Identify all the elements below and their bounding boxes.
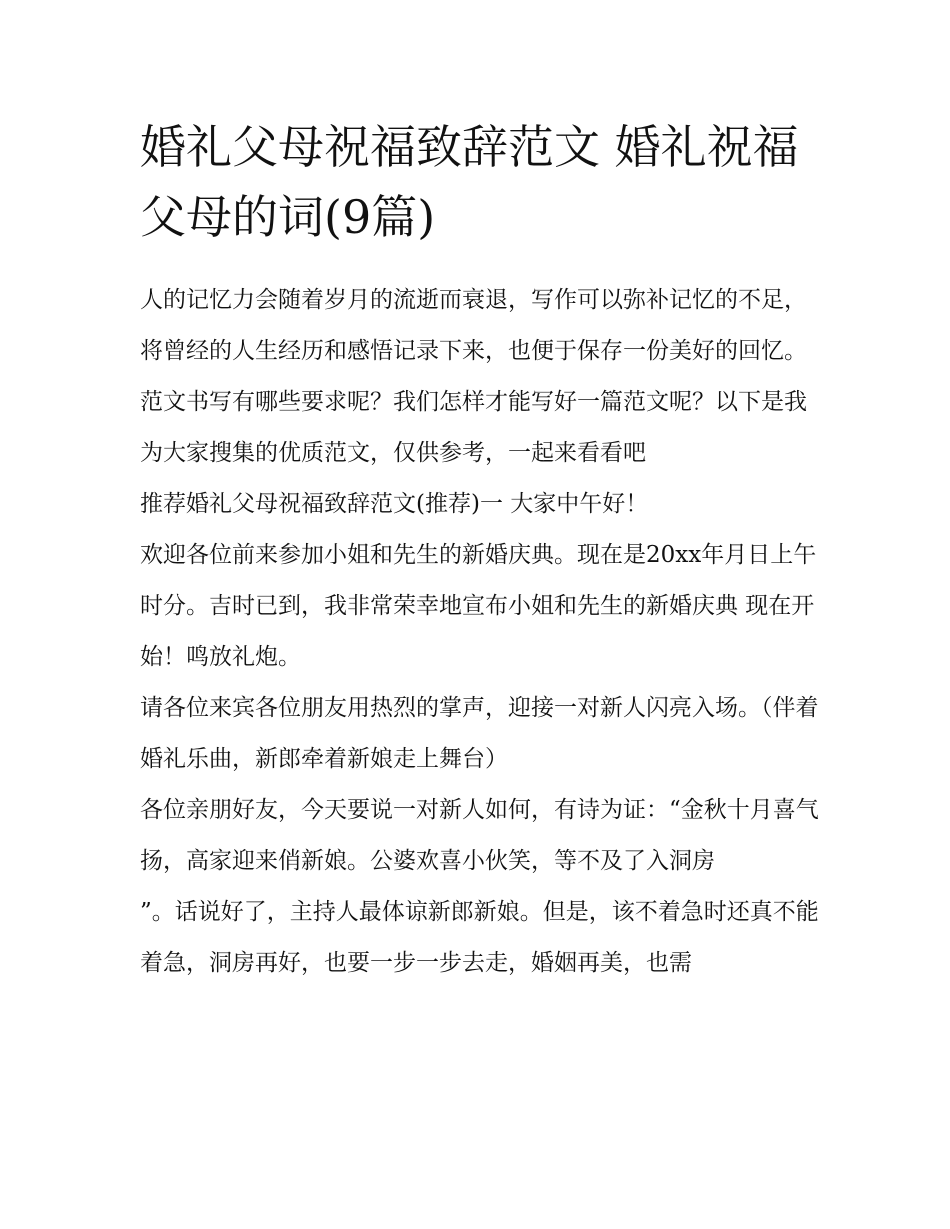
document-body [140,275,820,989]
paragraph-intro: 人的记忆力会随着岁月的流逝而衰退，写作可以弥补记忆的不足，将曾经的人生经历和感悟记录下来，也便于保存一份美好的回忆。范文书写有哪些要求呢？我们怎样才能写好一篇范文呢？以下是我为大家搜集的优质范文，仅供参考，一起来看看吧 [140,287,807,466]
paragraph-entrance: 请各位来宾各位朋友用热烈的掌声，迎接一对新人闪亮入场。（伴着婚礼乐曲，新郎牵着新娘走上舞台） [140,695,819,772]
paragraph-heading-1: 推荐婚礼父母祝福致辞范文(推荐)一 大家中午好！ [140,491,649,517]
paragraph-continuation: ”。话说好了，主持人最体谅新郎新娘。但是，该不着急时还真不能着急，洞房再好，也要一步一步去走，婚姻再美，也需 [140,899,819,976]
paragraph-poem: 各位亲朋好友，今天要说一对新人如何，有诗为证：“金秋十月喜气扬，高家迎来俏新娘。公婆欢喜小伙笑，等不及了入洞房 [140,797,819,874]
paragraph-welcome: 欢迎各位前来参加小姐和先生的新婚庆典。现在是20xx年月日上午时分。吉时已到，我非常荣幸地宣布小姐和先生的新婚庆典 现在开始！鸣放礼炮。 [140,542,817,670]
document-title: 婚礼父母祝福致辞范文 婚礼祝福父母的词(9篇) [140,120,799,244]
